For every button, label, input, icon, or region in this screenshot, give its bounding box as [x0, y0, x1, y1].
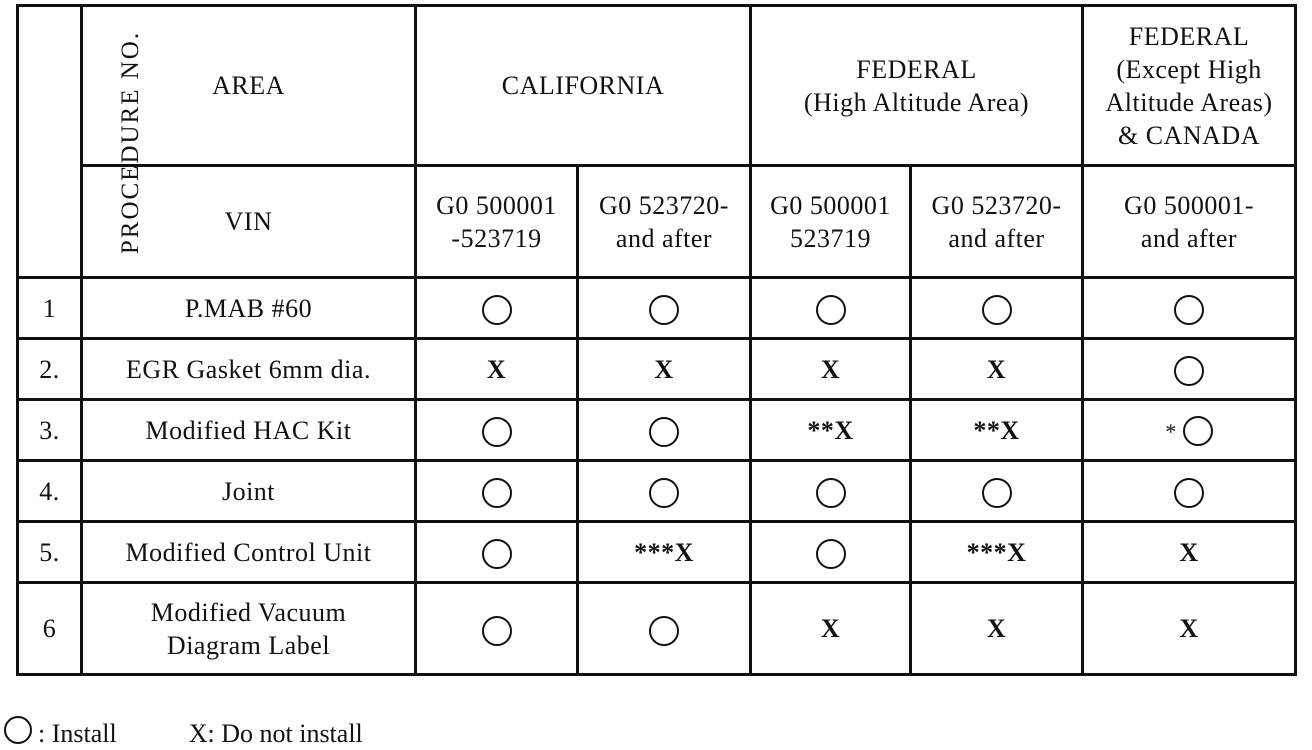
procedure-no-header — [18, 6, 145, 278]
install-circle-icon — [649, 417, 679, 447]
cell-cal-b — [578, 461, 751, 522]
install-circle-icon — [982, 295, 1012, 325]
install-circle-icon — [482, 616, 512, 646]
federal-other-line3: Altitude Areas) — [1105, 87, 1273, 117]
row-area: P.MAB #60 — [82, 278, 416, 339]
install-circle-icon — [816, 539, 846, 569]
vin-fed-b-line1: G0 523720- — [931, 190, 1062, 220]
cell-fed-a — [751, 461, 911, 522]
federal-canada-header — [1083, 6, 1296, 166]
cell-fed-b: **X — [911, 400, 1083, 461]
cell-fed-b: X — [911, 583, 1083, 675]
cell-cal-a — [416, 583, 578, 675]
vin-fed-a-line2: 523719 — [790, 223, 872, 253]
cell-fed-a: **X — [751, 400, 911, 461]
row-number: 6 — [18, 583, 82, 675]
row-area: EGR Gasket 6mm dia. — [82, 339, 416, 400]
cell-fed-b — [911, 461, 1083, 522]
row-area: Modified Control Unit — [82, 522, 416, 583]
legend — [4, 716, 363, 749]
cell-cal-b — [578, 278, 751, 339]
cell-fed-a — [751, 278, 911, 339]
install-circle-icon — [649, 295, 679, 325]
table-row — [18, 461, 1296, 522]
federal-high-altitude-header — [751, 6, 1083, 166]
cell-fed-b: ***X — [911, 522, 1083, 583]
row-number: 3. — [18, 400, 82, 461]
cell-other: X — [1083, 583, 1296, 675]
install-circle-icon — [482, 417, 512, 447]
vin-header: VIN — [82, 166, 416, 278]
cell-other — [1083, 461, 1296, 522]
header-row-vin — [18, 166, 1296, 278]
table-row — [18, 522, 1296, 583]
vin-cal-b-line2: and after — [615, 223, 713, 253]
row-area: Modified HAC Kit — [82, 400, 416, 461]
install-circle-icon — [482, 295, 512, 325]
cell-cal-a — [416, 461, 578, 522]
install-circle-icon — [1174, 478, 1204, 508]
federal-high-line1: FEDERAL — [856, 54, 977, 84]
table-row — [18, 278, 1296, 339]
federal-other-line1: FEDERAL — [1128, 21, 1250, 51]
install-circle-icon — [482, 539, 512, 569]
cell-cal-b — [578, 583, 751, 675]
vin-other-line2: and after — [1140, 223, 1238, 253]
vin-cal-b — [578, 166, 751, 278]
install-circle-icon — [816, 295, 846, 325]
vin-cal-a-line2: -523719 — [451, 223, 542, 253]
row-area-line1: Modified Vacuum — [150, 597, 347, 627]
cell-cal-b: ***X — [578, 522, 751, 583]
cell-cal-b: X — [578, 339, 751, 400]
cell-other: X — [1083, 522, 1296, 583]
cell-fed-a: X — [751, 583, 911, 675]
vin-other-line1: G0 500001- — [1124, 190, 1254, 220]
cell-cal-b — [578, 400, 751, 461]
federal-other-line4: & CANADA — [1118, 120, 1260, 150]
vin-fed-b — [911, 166, 1083, 278]
legend-install: : Install — [38, 719, 117, 749]
vin-cal-b-line1: G0 523720- — [599, 190, 729, 220]
row-number: 2. — [18, 339, 82, 400]
cell-cal-a — [416, 522, 578, 583]
install-circle-icon — [982, 478, 1012, 508]
table-row — [18, 339, 1296, 400]
cell-fed-b: X — [911, 339, 1083, 400]
procedure-no-label: PROCEDURE NO. — [117, 30, 145, 254]
vin-other — [1083, 166, 1296, 278]
area-header: AREA — [82, 6, 416, 166]
vin-fed-a-line1: G0 500001 — [770, 190, 891, 220]
cell-fed-b — [911, 278, 1083, 339]
row-area: Joint — [82, 461, 416, 522]
install-circle-icon — [1174, 295, 1204, 325]
asterisk-note: * — [1165, 418, 1177, 444]
vin-cal-a — [416, 166, 578, 278]
install-circle-icon — [1183, 416, 1213, 446]
procedure-table — [16, 4, 1297, 676]
install-circle-icon — [816, 478, 846, 508]
vin-cal-a-line1: G0 500001 — [436, 190, 557, 220]
cell-fed-a: X — [751, 339, 911, 400]
table-row — [18, 400, 1296, 461]
cell-cal-a — [416, 278, 578, 339]
federal-high-line2: (High Altitude Area) — [803, 87, 1030, 117]
install-circle-icon — [1174, 356, 1204, 386]
table-row — [18, 583, 1296, 675]
cell-cal-a: X — [416, 339, 578, 400]
vin-fed-a — [751, 166, 911, 278]
cell-cal-a — [416, 400, 578, 461]
header-row-area — [18, 6, 1296, 166]
vin-fed-b-line2: and after — [948, 223, 1045, 253]
federal-other-line2: (Except High — [1116, 54, 1262, 84]
cell-other — [1083, 339, 1296, 400]
install-circle-icon — [649, 616, 679, 646]
row-number: 5. — [18, 522, 82, 583]
install-circle-icon — [4, 716, 32, 744]
row-area-line2: Diagram Label — [166, 630, 331, 660]
row-number: 1 — [18, 278, 82, 339]
install-circle-icon — [482, 478, 512, 508]
cell-other — [1083, 278, 1296, 339]
row-area — [82, 583, 416, 675]
install-circle-icon — [649, 478, 679, 508]
row-number: 4. — [18, 461, 82, 522]
california-header: CALIFORNIA — [416, 6, 751, 166]
legend-do-not-install: X: Do not install — [188, 719, 363, 749]
cell-fed-a — [751, 522, 911, 583]
cell-other — [1083, 400, 1296, 461]
